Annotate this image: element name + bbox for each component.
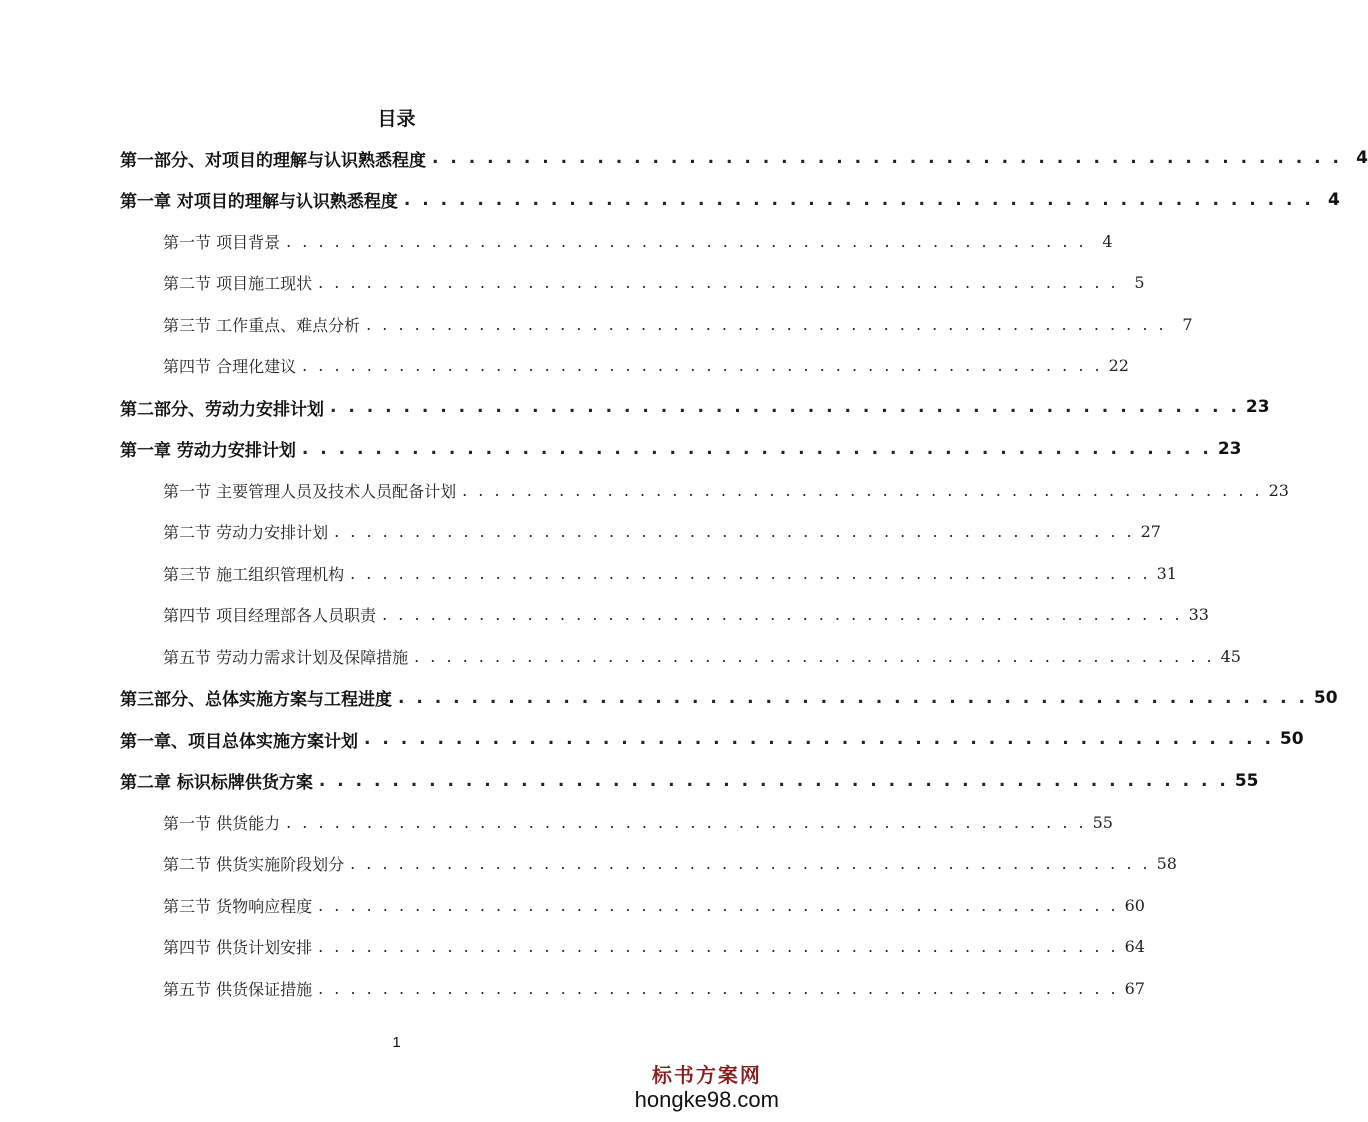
toc-entry-level2[interactable]	[163, 844, 1177, 884]
toc-entry-level2[interactable]	[163, 636, 1241, 676]
toc-entry-level2[interactable]	[163, 968, 1145, 1008]
toc-leader: . . . . . . . . . . . . . . . . . . . . . . . . . . . . . . . . . . . . . . . . . . . . . . . . . .	[403, 189, 1314, 210]
toc-entry-level2[interactable]	[163, 221, 1113, 261]
toc-entry-label: 第四节 供货计划安排	[163, 938, 313, 957]
watermark-name: 标书方案网	[651, 1063, 762, 1087]
toc-leader: . . . . . . . . . . . . . . . . . . . . . . . . . . . . . . . . . . . . . . . . . . . . . . . . . .	[414, 646, 1215, 666]
toc-entry-label: 第一章、项目总体实施方案计划	[120, 731, 358, 752]
toc-entry-page: 55	[1092, 812, 1113, 832]
toc-entry-label: 第三节 货物响应程度	[163, 896, 313, 916]
toc-entry-label: 第三节 施工组织管理机构	[163, 564, 345, 584]
toc-entry-page: 60	[1124, 895, 1145, 915]
toc-entry-page: 5	[1134, 273, 1145, 292]
toc-title: 目录	[377, 108, 416, 130]
toc-leader: . . . . . . . . . . . . . . . . . . . . . . . . . . . . . . . . . . . . . . . . . . . . . . . . . .	[432, 148, 1342, 168]
toc-leader: . . . . . . . . . . . . . . . . . . . . . . . . . . . . . . . . . . . . . . . . . . . . . . . . . .	[318, 937, 1119, 956]
toc-entry-label: 第一章 对项目的理解与认识熟悉程度	[120, 192, 398, 212]
toc-entry-level1[interactable]	[120, 678, 1338, 718]
toc-leader: . . . . . . . . . . . . . . . . . . . . . . . . . . . . . . . . . . . . . . . . . . . . . . . . . .	[364, 729, 1274, 749]
toc-entry-level2[interactable]	[163, 512, 1161, 552]
toc-leader: . . . . . . . . . . . . . . . . . . . . . . . . . . . . . . . . . . . . . . . . . . . . . . . . . .	[318, 978, 1119, 998]
toc-entry-page: 4	[1356, 148, 1368, 168]
toc-leader: . . . . . . . . . . . . . . . . . . . . . . . . . . . . . . . . . . . . . . . . . . . . . . . . . .	[330, 397, 1240, 417]
toc-entry-level2[interactable]	[163, 304, 1193, 344]
toc-entry-label: 第二节 供货实施阶段划分	[163, 855, 345, 874]
toc-entry-label: 第二章 标识标牌供货方案	[120, 773, 313, 793]
toc-entry-level2[interactable]	[163, 927, 1145, 967]
toc-entry-level1[interactable]	[120, 761, 1259, 801]
toc-entry-page: 50	[1279, 729, 1304, 749]
toc-leader: . . . . . . . . . . . . . . . . . . . . . . . . . . . . . . . . . . . . . . . . . . . . . . . . . .	[366, 314, 1167, 334]
toc-entry-label: 第二节 劳动力安排计划	[163, 523, 329, 542]
toc-entry-level1[interactable]	[120, 387, 1270, 427]
toc-entry-page: 50	[1313, 687, 1338, 708]
toc-entry-page: 58	[1156, 854, 1177, 873]
toc-entry-level2[interactable]	[163, 553, 1177, 593]
toc-entry-page: 4	[1327, 189, 1340, 210]
toc-entry-label: 第一章 劳动力安排计划	[120, 441, 296, 461]
toc-leader: . . . . . . . . . . . . . . . . . . . . . . . . . . . . . . . . . . . . . . . . . . . . . . . . . .	[286, 812, 1087, 832]
toc-entry-page: 23	[1268, 480, 1289, 500]
toc-entry-level2[interactable]	[163, 263, 1145, 303]
toc-entry-page: 23	[1245, 397, 1270, 417]
toc-entry-label: 第三节 工作重点、难点分析	[163, 315, 361, 335]
toc-leader: . . . . . . . . . . . . . . . . . . . . . . . . . . . . . . . . . . . . . . . . . . . . . . . . . .	[301, 438, 1212, 459]
toc-entry-page: 31	[1156, 563, 1177, 583]
toc-entry-label: 第一节 项目背景	[163, 232, 281, 252]
toc-leader: . . . . . . . . . . . . . . . . . . . . . . . . . . . . . . . . . . . . . . . . . . . . . . . . . .	[318, 273, 1119, 292]
toc-entry-label: 第五节 供货保证措施	[163, 979, 313, 999]
toc-entry-label: 第二部分、劳动力安排计划	[120, 399, 324, 420]
toc-entry-page: 55	[1234, 770, 1259, 791]
toc-entry-label: 第一部分、对项目的理解与认识熟悉程度	[120, 150, 426, 171]
toc-leader: . . . . . . . . . . . . . . . . . . . . . . . . . . . . . . . . . . . . . . . . . . . . . . . . . .	[462, 480, 1263, 500]
toc-entry-page: 7	[1182, 314, 1193, 334]
toc-entry-label: 第二节 项目施工现状	[163, 274, 313, 293]
toc-entry-level2[interactable]	[163, 885, 1145, 925]
toc-leader: . . . . . . . . . . . . . . . . . . . . . . . . . . . . . . . . . . . . . . . . . . . . . . . . . .	[350, 563, 1151, 583]
toc-leader: . . . . . . . . . . . . . . . . . . . . . . . . . . . . . . . . . . . . . . . . . . . . . . . . . .	[286, 231, 1087, 251]
toc-entry-label: 第四节 合理化建议	[163, 357, 297, 376]
toc-leader: . . . . . . . . . . . . . . . . . . . . . . . . . . . . . . . . . . . . . . . . . . . . . . . . . .	[318, 895, 1119, 915]
toc-entry-level2[interactable]	[163, 346, 1129, 386]
toc-entry-level1[interactable]	[120, 719, 1304, 759]
toc-entry-page: 33	[1188, 605, 1209, 624]
toc-entry-page: 23	[1217, 438, 1242, 459]
watermark-url: hongke98.com	[634, 1087, 779, 1112]
toc-entry-label: 第五节 劳动力需求计划及保障措施	[163, 647, 409, 667]
toc-entry-page: 27	[1140, 522, 1161, 541]
toc-entry-level1[interactable]	[120, 180, 1340, 220]
toc-entry-level2[interactable]	[163, 470, 1289, 510]
toc-entry-page: 67	[1124, 978, 1145, 998]
toc-entry-page: 22	[1108, 356, 1129, 375]
toc-entry-page: 4	[1102, 231, 1113, 251]
toc-leader: . . . . . . . . . . . . . . . . . . . . . . . . . . . . . . . . . . . . . . . . . . . . . . . . . .	[334, 522, 1135, 541]
toc-entry-level1[interactable]	[120, 429, 1242, 469]
toc-leader: . . . . . . . . . . . . . . . . . . . . . . . . . . . . . . . . . . . . . . . . . . . . . . . . . .	[382, 605, 1183, 624]
page-number: 1	[392, 1034, 401, 1051]
toc-entry-page: 64	[1124, 937, 1145, 956]
toc-leader: . . . . . . . . . . . . . . . . . . . . . . . . . . . . . . . . . . . . . . . . . . . . . . . . . .	[318, 770, 1229, 791]
toc-entry-label: 第一节 供货能力	[163, 813, 281, 833]
toc-leader: . . . . . . . . . . . . . . . . . . . . . . . . . . . . . . . . . . . . . . . . . . . . . . . . . .	[398, 687, 1308, 708]
toc-leader: . . . . . . . . . . . . . . . . . . . . . . . . . . . . . . . . . . . . . . . . . . . . . . . . . .	[302, 356, 1103, 375]
watermark-logo	[635, 1059, 779, 1112]
toc-entry-label: 第四节 项目经理部各人员职责	[163, 606, 377, 625]
toc-entry-level1[interactable]	[120, 138, 1368, 178]
toc-entry-label: 第一节 主要管理人员及技术人员配备计划	[163, 481, 457, 501]
toc-entry-label: 第三部分、总体实施方案与工程进度	[120, 690, 392, 710]
toc-entry-level2[interactable]	[163, 595, 1209, 635]
toc-entry-level2[interactable]	[163, 802, 1113, 842]
toc-leader: . . . . . . . . . . . . . . . . . . . . . . . . . . . . . . . . . . . . . . . . . . . . . . . . . .	[350, 854, 1151, 873]
toc-entry-page: 45	[1220, 646, 1241, 666]
